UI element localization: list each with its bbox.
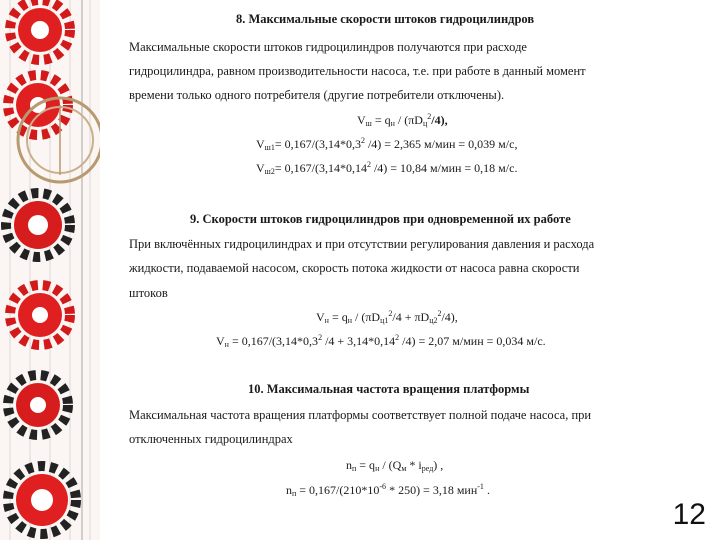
section-9-line-1: При включённых гидроцилиндрах и при отсутствии регулирования давления и расхода	[129, 237, 595, 251]
section-8-line-3: времени только одного потребителя (другие потребители отключены).	[129, 88, 505, 102]
section-8-line-2: гидроцилиндра, равном производительности насоса, т.е. при работе в данный момент	[129, 64, 586, 78]
formula-7: $n_п = 0,167/(210*10^{-6} * 250) = 3,18$ мин$^{-1}$ .	[286, 482, 490, 498]
section-10-line-2: отключенных гидроцилиндрах	[129, 432, 293, 446]
page-number: 12	[672, 498, 706, 531]
formula-5: $V_н = 0,167/(3,14*0,3^2$ $/4 + 3,14*0,14^2$ /4) = 2,07 м/мин = 0,034 м/с.	[216, 333, 546, 349]
formula-6: $n_п = q_н / (Q_м * i_{ред})$ ,	[346, 458, 444, 473]
formula-3: $V_{ш2}= 0,167/(3,14*0,14^2$ /4) = 10,84 м/мин = 0,18 м/с.	[256, 160, 518, 176]
section-8-line-1: Максимальные скорости штоков гидроцилиндров получаются при расходе	[129, 40, 527, 54]
section-10-heading: 10. Максимальная частота вращения платформы	[248, 382, 530, 396]
formula-1: $V_ш = q_н / (\pi D_ц^2/4)$,	[357, 112, 448, 128]
section-9-line-2: жидкости, подаваемой насосом, скорость потока жидкости от насоса равна скорости	[129, 261, 580, 275]
formula-2: $V_{ш1}= 0,167/(3,14*0,3^2$ /4) = 2,365 м/мин = 0,039 м/с,	[256, 136, 518, 152]
formula-4: $V_н = q_н / (\pi D_{ц1}^2/4 + \pi D_{ц2}^2/4)$,	[316, 309, 458, 325]
section-10-line-1: Максимальная частота вращения платформы соответствует полной подаче насоса, при	[129, 408, 592, 422]
section-8-heading: 8. Максимальные скорости штоков гидроцилиндров	[236, 12, 535, 26]
section-9-heading: 9. Скорости штоков гидроцилиндров при одновременной их работе	[190, 212, 571, 226]
section-9-line-3: штоков	[129, 286, 168, 300]
